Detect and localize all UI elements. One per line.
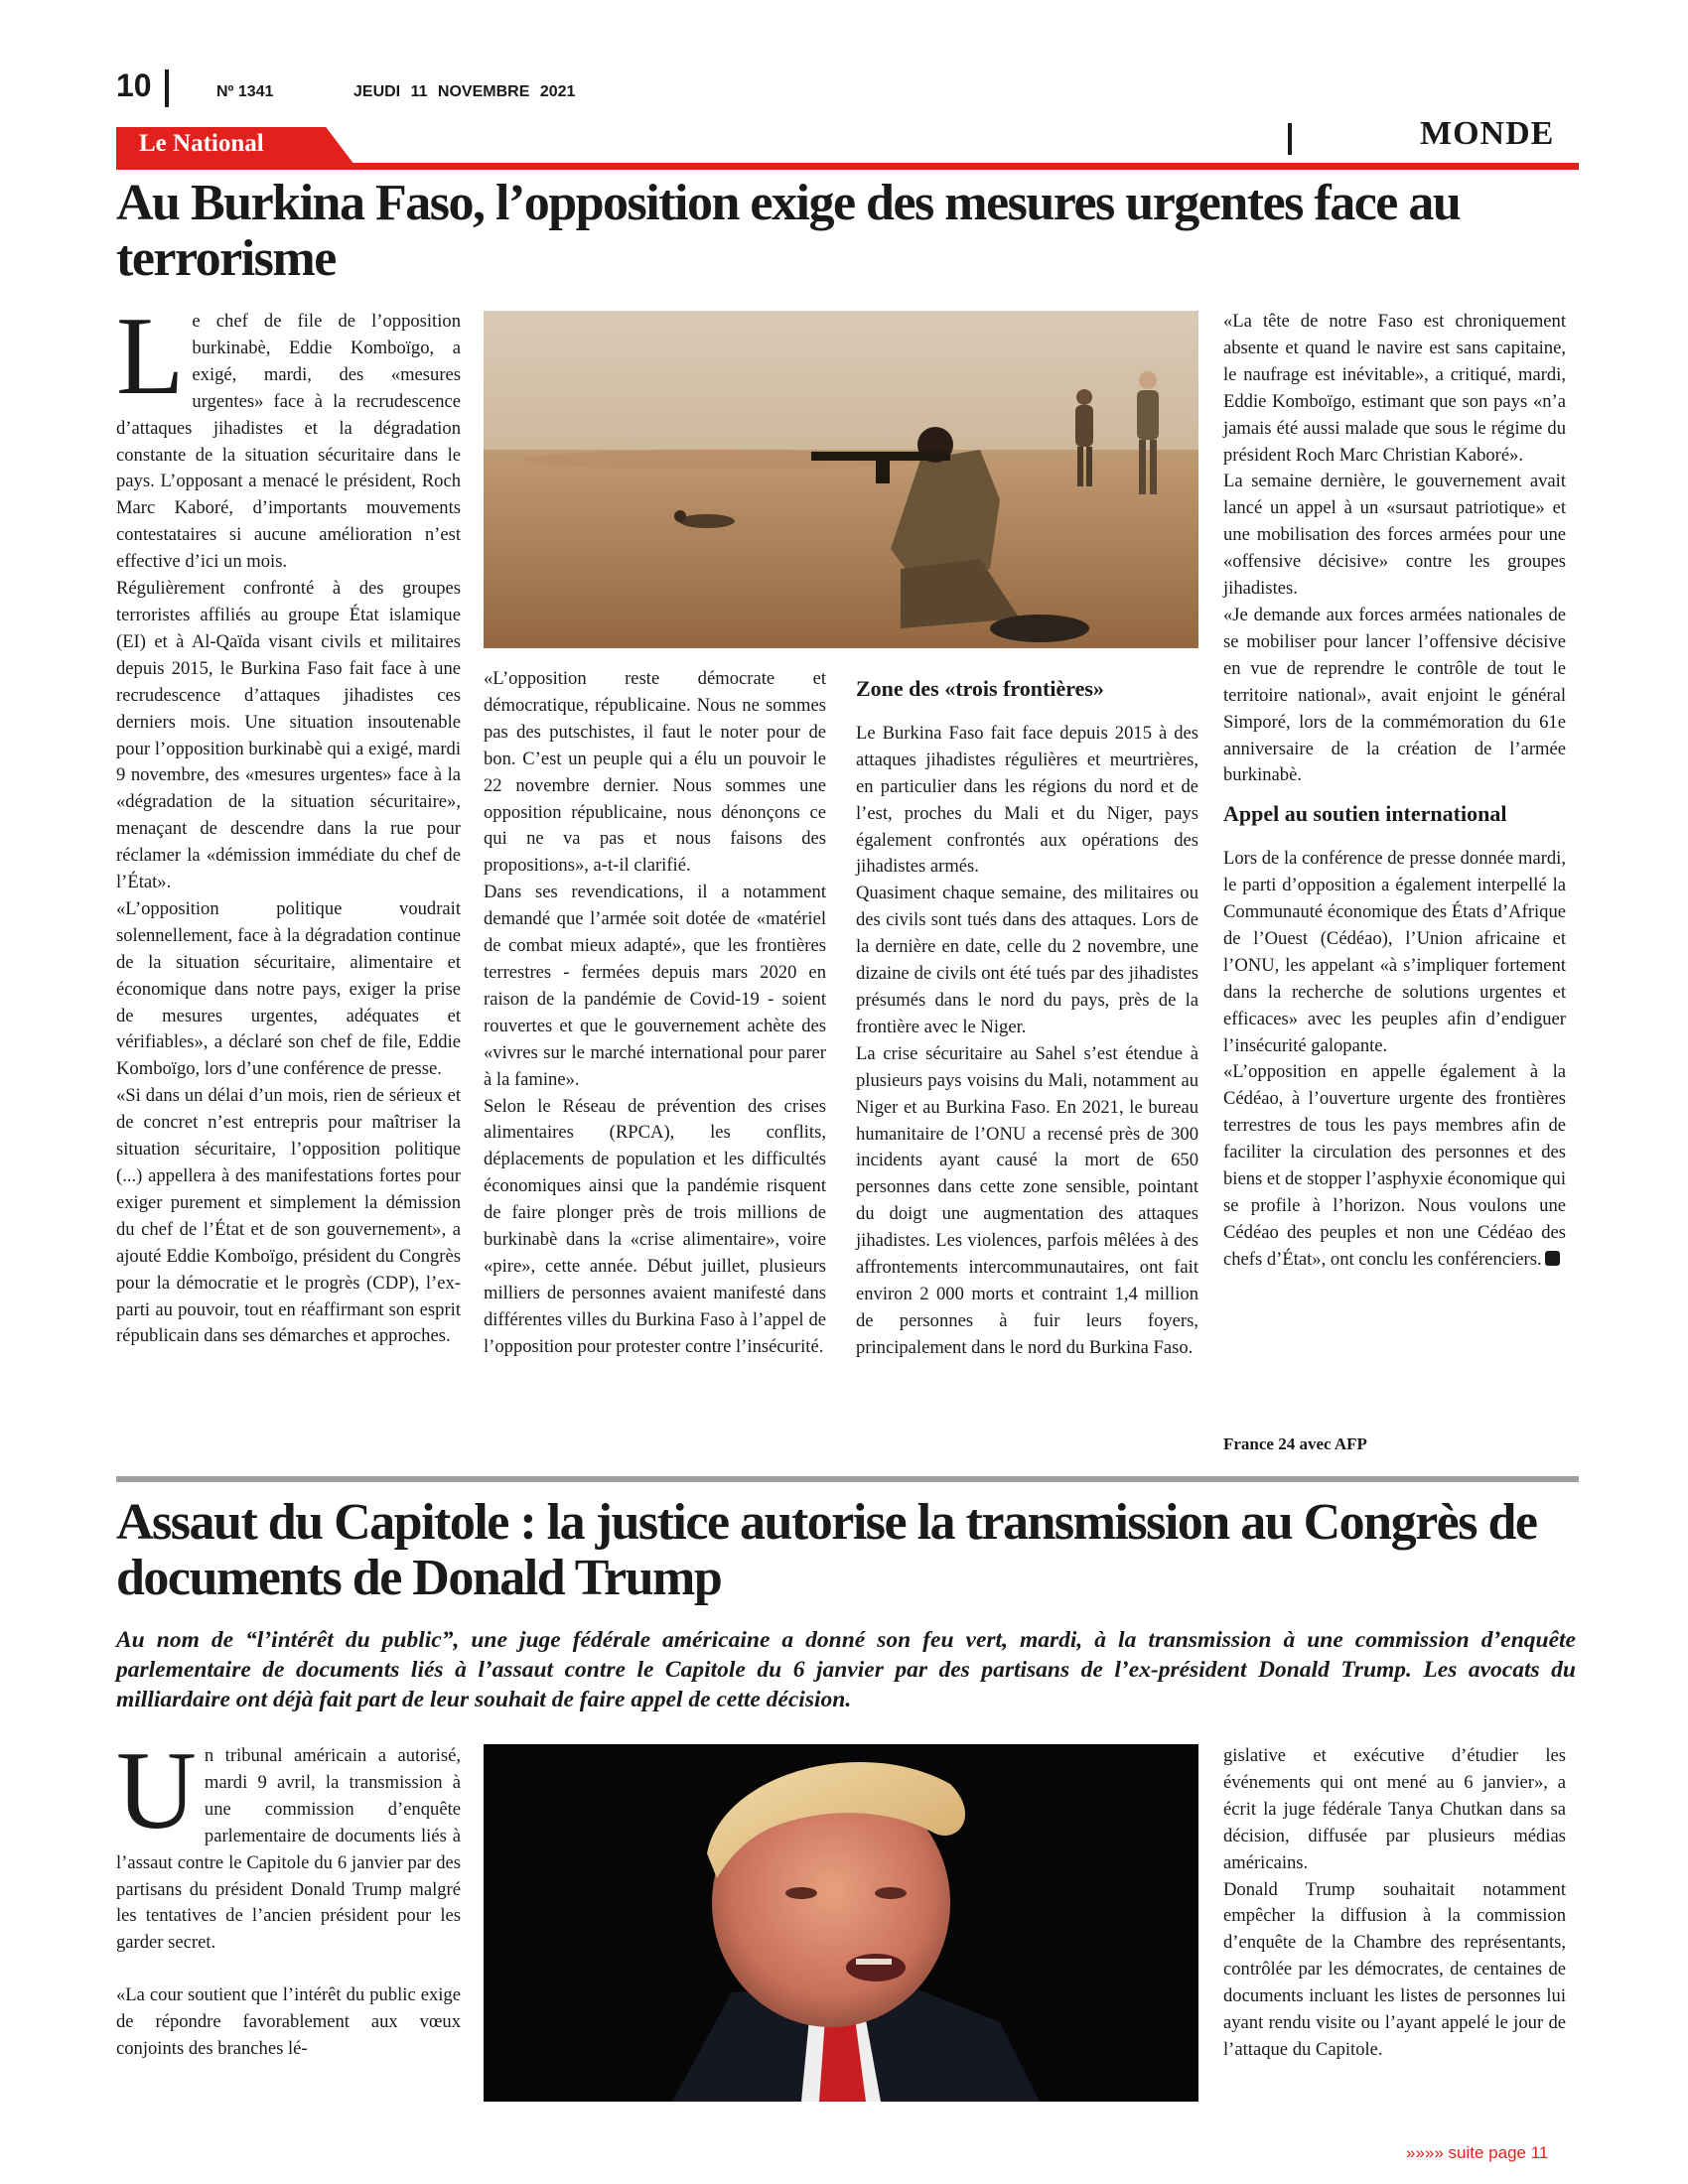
article1-col4 [1223,309,1566,1274]
brand-name: Le National [139,130,264,157]
article2-col1 [116,1729,461,2063]
paragraph: La crise sécuritaire au Sahel s’est étendue à plusieurs pays voisins du Mali, notamment au Niger et au Burkina Faso. En 2021, le bureau humanitaire de l’ONU a recensé près de 300 incidents ayant causé la mort de 650 personnes dans cette zone sensible, pointant du doigt une augmentation des attaques jihadistes. Les violences, parfois mêlées à des affrontements intercommunautaires, ont fait environ 2 000 morts et contraint 1,4 million de personnes à fuir leurs foyers, principalement dans le nord du Burkina Faso. [856,1042,1198,1358]
header-rule [116,163,1579,170]
paragraph: n tribunal américain a autorisé, mardi 9 avril, la transmission à une commission d’enquête parlementaire de documents liés à l’assaut contre le Capitole du 6 janvier par des partisans du président Donald Trump malgré les tentatives de l’ancien président pour les garder secret. [116,1745,461,1954]
paragraph: Quasiment chaque semaine, des militaires ou des civils sont tués dans des attaques. Lors de la dernière en date, celle du 2 novembre, une dizaine de civils ont été tués par des jihadistes présumés dans le nord du pays, près de la frontière avec le Niger. [856,883,1198,1037]
paragraph: La semaine dernière, le gouvernement avait lancé un appel à un «sursaut patriotique» et une mobilisation des forces armées pour une «offensive décisive» contre les groupes jihadistes. [1223,471,1566,600]
subheading: Appel au soutien international [1223,801,1507,827]
issue-number: Nº 1341 [216,83,274,100]
paragraph: «L’opposition en appelle également à la Cédéao, à l’ouverture urgente des frontières terrestres de tous les pays membres afin de faciliter la circulation des personnes et des biens et de stopper l’asphyxie économique qui se profile à l’horizon. Nous voulons une Cédéao des peuples et non une Cédéao des chefs d’État», ont conclu les conférenciers. [1223,1061,1566,1270]
paragraph: Selon le Réseau de prévention des crises alimentaires (RPCA), les conflits, déplacements de population et les difficultés économiques ainsi que la pandémie risquent de faire plonger près de trois millions de burkinabè dans la «crise alimentaire», voire «pire», cette année. Début juillet, plusieurs milliers de personnes avaient manifesté dans différentes villes du Burkina Faso à l’appel de l’opposition pour protester contre l’insécurité. [484,1095,826,1357]
article1-headline: Au Burkina Faso, l’opposition exige des mesures urgentes face au terrorisme [116,175,1461,287]
article-separator [116,1476,1579,1482]
article-source: France 24 avec AFP [1223,1434,1367,1453]
header-divider [165,69,169,107]
section-label: MONDE [1420,115,1555,152]
paragraph: «La tête de notre Faso est chroniquement absente et quand le navire est sans capitaine, le naufrage est inévitable», a critiqué, mardi, Eddie Komboïgo, estimant que son pays «n’a jamais été aussi malade que sous le régime du président Roch Marc Christian Kaboré». [1223,311,1566,466]
paragraph: «L’opposition politique voudrait solennellement, face à la dégradation continue de la situation sécuritaire, alimentaire et économique dans notre pays, exiger la prise de mesures urgentes, adéquates et vérifiables», a déclaré son chef de file, Eddie Komboïgo, lors d’une conférence de presse. [116,897,461,1080]
article1-col2 [484,666,826,1361]
portrait-photo [484,1744,1198,2102]
issue-date: JEUDI 11 NOVEMBRE 2021 [353,83,576,100]
paragraph: Lors de la conférence de presse donnée mardi, le parti d’opposition a également interpellé la Communauté économique des États d’Afrique de l’Ouest (Cédéao), l’Union africaine et l’ONU, les appelant «à s’impliquer fortement dans la recherche de solutions urgentes et efficaces» avec les peuples afin d’endiguer l’insécurité galopante. [1223,848,1566,1056]
paragraph: Dans ses revendications, il a notamment demandé que l’armée soit dotée de «matériel de combat mieux adapté», que les frontières terrestres - fermées depuis mars 2020 en raison de la pandémie de Covid-19 - soient rouvertes et que le gouvernement achète des «vivres sur le marché international pour parer à la famine». [484,882,826,1090]
paragraph: e chef de file de l’opposition burkinabè, Eddie Komboïgo, a exigé, mardi, des «mesures urgentes» face à la recrudescence d’attaques jihadistes et la dégradation constante de la situation sécuritaire dans le pays. L’opposant a menacé le président, Roch Marc Kaboré, d’importants mouvements contestataires si aucune amélioration n’est effective d’ici un mois. [116,311,461,573]
paragraph: «Si dans un délai d’un mois, rien de sérieux et de concret n’est entrepris pour maîtriser la situation sécuritaire, l’opposition politique (...) appellera à des manifestations fortes pour exiger purement et simplement la démission du chef de l’État et de son gouvernement», a ajouté Eddie Komboïgo, président du Congrès pour la démocratie et le progrès (CDP), l’ex-parti au pouvoir, tout en réaffirmant son esprit républicain dans ses démarches et approches. [116,1085,461,1347]
paragraph: «Je demande aux forces armées nationales de se mobiliser pour lancer l’offensive décisive en vue de reprendre le contrôle de tout le territoire national», avait enjoint le général Simporé, lors de la commémoration du 61e anniversaire de la création de l’armée burkinabè. [1223,604,1566,786]
paragraph: «L’opposition reste démocrate et démocratique, républicaine. Nous ne sommes pas des putschistes, il faut le noter pour de bon. C’est un peuple qui a élu un pouvoir le 22 novembre dernier. Nous sommes une opposition républicaine, nous dénonçons ce qui ne va pas et nous faisons des propositions», a-t-il clarifié. [484,668,826,877]
article1-col3 [856,674,1198,1362]
end-of-article-mark [1545,1251,1560,1266]
paragraph: Donald Trump souhaitait notamment empêcher la diffusion à la commission d’enquête de la Chambre des représentants, contrôlée par les démocrates, de centaines de documents incluant les listes de personnes lui ayant rendu visite ou l’ayant appelé le jour de l’attaque du Capitole. [1223,1878,1566,2060]
paragraph: gislative et exécutive d’étudier les événements qui ont mené au 6 janvier», a écrit la juge fédérale Tanya Chutkan dans sa décision, diffusée par plusieurs médias américains. [1223,1745,1566,1873]
paragraph: Régulièrement confronté à des groupes terroristes affiliés au groupe État islamique (EI) et à Al-Qaïda visant civils et militaires depuis 2015, le Burkina Faso fait face à une recrudescence d’attaques jihadistes ces derniers mois. Une situation insoutenable pour l’opposition burkinabè qui a exigé, mardi 9 novembre, des «mesures urgentes» face à la «dégradation de la situation sécuritaire», menaçant de descendre dans la rue pour réclamer la «démission immédiate du chef de l’État». [116,578,461,893]
soldiers-photo [484,311,1198,648]
page-number: 10 [116,68,152,103]
article2-col2 [1223,1743,1566,2064]
article2-headline: Assaut du Capitole : la justice autorise la transmission au Congrès de documents de Donald Trump [116,1494,1537,1606]
continued-link[interactable]: »»»» suite page 11 [1406,2143,1549,2162]
article2-lede: Au nom de “l’intérêt du public”, une juge fédérale américaine a donné son feu vert, mardi, à la transmission à une commission d’enquête parlementaire de documents liés à l’assaut contre le Capitole du 6 janvier par des partisans de l’ex-président Donald Trump. Les avocats du milliardaire ont déjà fait part de leur souhait de faire appel de cette décision. [116,1627,1576,1712]
paragraph: «La cour soutient que l’intérêt du public exige de répondre favorablement aux vœux conjoints des branches lé- [116,1984,461,2060]
article1-col1 [116,295,461,1350]
dropcap: L [116,295,185,418]
paragraph: Le Burkina Faso fait face depuis 2015 à des attaques jihadistes régulières et meurtrières, en particulier dans les régions du nord et de l’est, proches du Mali et du Niger, pays également confrontés aux opérations des jihadistes armés. [856,722,1198,878]
dropcap: U [116,1729,197,1852]
subheading: Zone des «trois frontières» [856,676,1104,701]
section-divider [1288,123,1292,155]
